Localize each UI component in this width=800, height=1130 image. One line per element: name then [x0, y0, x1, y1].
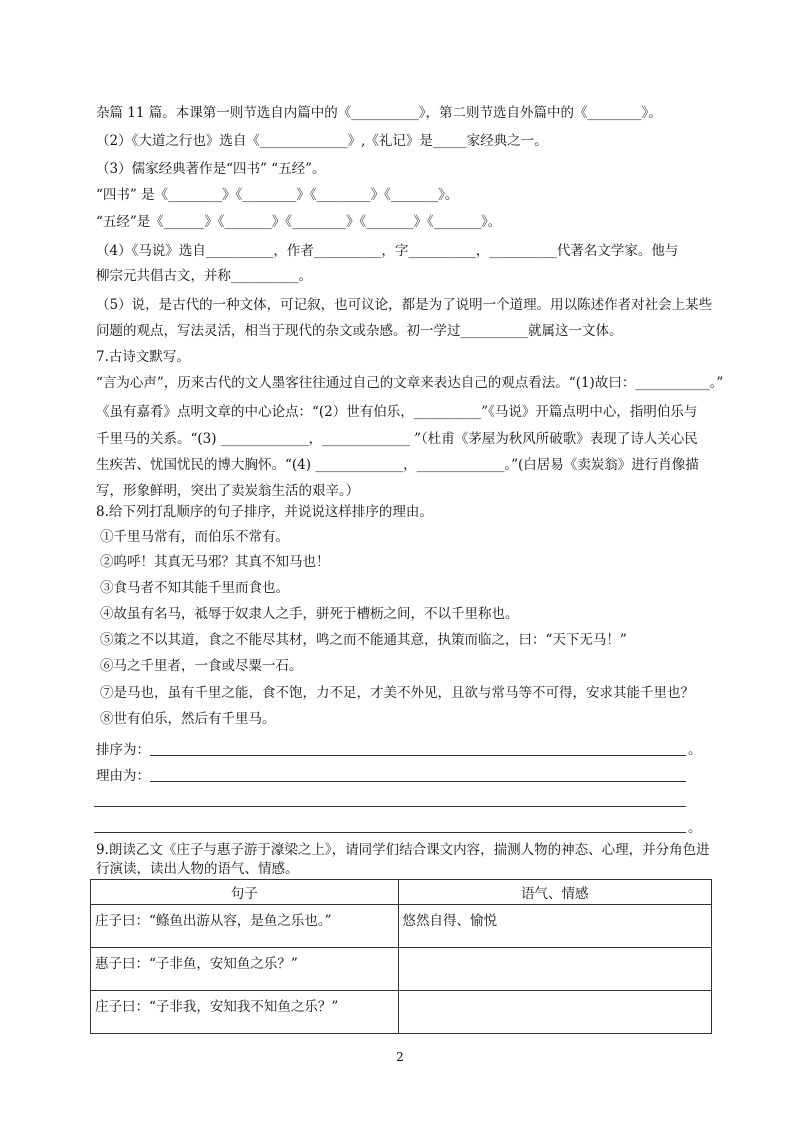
reason-answer-line-2[interactable]	[94, 806, 686, 807]
question-8-title: 8.给下列打乱顺序的句子排序，并说说这样排序的理由。	[96, 504, 433, 520]
sentence-4: ④故虽有名马，祗辱于奴隶人之手，骈死于槽枥之间，不以千里称也。	[100, 606, 519, 622]
table-header-row	[91, 880, 712, 905]
sentence-cell: 惠子曰：“子非鱼，安知鱼之乐？”	[91, 948, 399, 991]
emotion-cell[interactable]	[398, 991, 711, 1034]
line-9: 问题的观点，写法灵活，相当于现代的杂文或杂感。初一学过__________就属这一文体。	[96, 323, 623, 339]
sentence-7: ⑦是马也，虽有千里之能，食不饱，力不足，才美不外见，且欲与常马等不可得，安求其能千里也？	[100, 685, 694, 701]
emotion-table	[90, 879, 712, 1034]
page-number: 2	[396, 1050, 404, 1064]
sentence-cell: 庄子曰：“鲦鱼出游从容，是鱼之乐也。”	[91, 905, 399, 948]
sentence-3: ③食马者不知其能千里而食也。	[100, 580, 289, 596]
sentence-1: ①千里马常有，而伯乐不常有。	[100, 529, 289, 545]
line-7: 柳宗元共倡古文，并称__________。	[96, 268, 312, 284]
header-sentence: 句子	[91, 880, 399, 905]
reason-label: 理由为：	[96, 768, 150, 784]
line-4: “四书” 是《________》《________》《________》《_______》。	[96, 187, 459, 203]
table-row	[91, 905, 712, 948]
reason-answer-line-1[interactable]	[150, 781, 686, 782]
emotion-cell[interactable]	[398, 948, 711, 991]
order-answer-line[interactable]	[150, 755, 686, 756]
question-9-line-2: 行演读，读出人物的语气、情感。	[96, 861, 299, 877]
question-7-title: 7.古诗文默写。	[96, 349, 190, 365]
sentence-2: ②呜呼！其真无马邪？其真不知马也！	[100, 554, 330, 570]
table-row	[91, 948, 712, 991]
reason-answer-line-3[interactable]	[94, 832, 686, 833]
emotion-cell[interactable]: 悠然自得、愉悦	[398, 905, 711, 948]
line-3: （3）儒家经典著作是“四书” “五经”。	[96, 161, 326, 177]
line-6: （4）《马说》选自__________，作者__________，字__________，__________代著名文学家。他与	[96, 243, 679, 259]
line-2: （2）《大道之行也》选自《_____________》,《礼记》是_____家经典之一。	[96, 133, 548, 149]
reason-period: 。	[688, 820, 702, 836]
sentence-cell: 庄子曰：“子非我，安知我不知鱼之乐？”	[91, 991, 399, 1034]
line-1: 杂篇 11 篇。本课第一则节选自内篇中的《__________》，第二则节选自外篇中的《________》。	[96, 105, 662, 121]
table-row	[91, 991, 712, 1034]
line-8: （5）说，是古代的一种文体，可记叙，也可议论，都是为了说明一个道理。用以陈述作者对社会上某些	[96, 297, 713, 313]
line-13: 千里马的关系。“(3) _____________，_____________ ”（杜甫《茅屋为秋风所破歌》表现了诗人关心民	[96, 431, 698, 447]
line-14: 生疾苦、忧国忧民的博大胸怀。“(4) _____________，_____________。”(白居易《卖炭翁》进行肖像描	[96, 457, 699, 473]
sentence-6: ⑥马之千里者，一食或尽粟一石。	[100, 658, 303, 674]
header-tone-emotion: 语气、情感	[398, 880, 711, 905]
question-9-line-1: 9.朗读乙文《庄子与惠子游于濠梁之上》，请同学们结合课文内容，揣测人物的神态、心理，并分角色进	[96, 842, 710, 858]
order-period: 。	[688, 742, 702, 758]
line-15: 写，形象鲜明，突出了卖炭翁生活的艰辛。）	[96, 483, 360, 499]
order-label: 排序为：	[96, 742, 150, 758]
sentence-5: ⑤策之不以其道，食之不能尽其材，鸣之而不能通其意，执策而临之，曰：“天下无马！”	[100, 632, 627, 648]
sentence-8: ⑧世有伯乐，然后有千里马。	[100, 711, 276, 727]
line-11: “言为心声”，历来古代的文人墨客往往通过自己的文章来表达自己的观点看法。“(1)故曰：___________。”	[96, 375, 724, 391]
line-12: 《虽有嘉肴》点明文章的中心论点：“(2）世有伯乐，__________”《马说》开篇点明中心，指明伯乐与	[96, 404, 698, 420]
line-5: “五经”是《______》《_______》《________》《_______》《_______》。	[96, 214, 502, 230]
